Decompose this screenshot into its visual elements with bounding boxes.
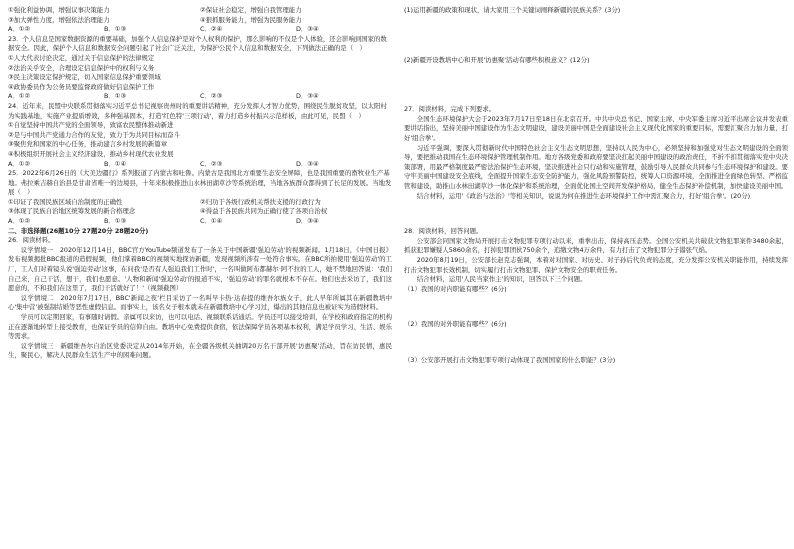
q26-paragraph: 学员可以定期回家，有事随时请假。亲属可以来访，也可以电话、视频联系话通话。学员还可以接受培训，在学校和政府指定的机构正在逐渐地转型上接受教育，也保证学员的信仰自由。教培中心免费提供食宿，依法保障学员各项基本权利，满足学员学习、生活、娱乐等需求。	[8, 313, 392, 341]
q26-subquestion: (1)运用新疆的政策和现状，请大家用三个关键词阐释新疆的民族关系？(3分)	[404, 6, 621, 14]
q25-options-row-1	[8, 198, 392, 208]
choice-d: D．③④	[296, 159, 319, 168]
q26-paragraph: 议学情境一 2020年12月14日，BBC官方YouTube频道发布了一条关于中国新疆'强迫劳动'的视频新闻。1月18日，《中国日报》发布视频揭批BBC报道的造假视频，他们掌着BBC的视频实地探访新疆，发现视频所涉有一处符合事实。在BBC所拍使用'强迫劳动'的工厂，工人们对着镜头说'强迫劳动'这事，在问我'是否有人强迫我们工作时'，一名叫做阿布都赫尔·阿不拉的工人，她不禁地回答说：'我们自己来，自己干活，想干，我们也愿意。'人物和新闻'强迫劳动'的报道不实，'强迫劳动'的罪名就根本不存在。他们也去采访了，我们这愿意的，不和我们在这里了，我们干活就好了！'（视频截图）	[8, 245, 392, 293]
q28-subquestion: （3）公安部开展打击文物犯罪专项行动体现了我国国家的什么职能？(3分)	[404, 355, 616, 364]
q27-paragraph: 习近平强调，要深入贯彻新时代中国特色社会主义生态文明思想，坚持以人民为中心，必须坚持和加强党对生态文明建设的全面领导，要把推动我国在生态环境保护管理机制作用。地方各级党委和政府要坚决扛起美丽中国建设的政治责任，不折不扣贯彻落实党中央决策部署，用最严格制度最严密法治保护生态环境，坚决推进社会只行动和实施管理，鼓励引导人民群众共同参与生态环境保护和建设。要守牢美丽中国建设安全底线，全面提升国家生态安全防护能力，强化风险预警防控，统筹人口资源环境，全面推进全面绿色转型、严格监管和建设，助推山水林田湖草沙一体化保护和系统治理，全面优化国土空间开发保护格局，健全生态保护补偿机制，加快建设美丽中国。	[404, 143, 788, 190]
choice-c: C．②③	[200, 159, 223, 168]
choice-b: B．①③	[104, 25, 127, 34]
answer-space	[404, 65, 788, 105]
q23-option: ②法治关乎安全，合理设定信息保护中的权利与义务	[8, 63, 155, 72]
choice-b: B．①③	[104, 92, 127, 101]
answer-space	[404, 201, 788, 227]
q24-choices	[8, 160, 392, 170]
choice-d: D．③④	[296, 25, 319, 34]
choice-c: C．②④	[200, 25, 223, 34]
q24-stem: 24．近年来，民盟中央联系贯彻落实习近平总书记视察贵州时的重要讲话精神，充分发挥人才智力优势，围绕民生脱贫攻坚，以太阳村为实践基地，实施产业提质增效，多种强基固本，打造'红色特'三项行动'，着力打造乡村振兴示范样板，由此可见，民盟（ ）	[8, 101, 387, 120]
right-column	[404, 6, 788, 365]
q22-options-row-2	[8, 16, 392, 26]
q24-option: ②是与中国共产党通力合作的友党，致力于为共同目标而奋斗	[8, 130, 180, 139]
answer-space	[404, 16, 788, 56]
q22-options-row-1	[8, 6, 392, 16]
q27-title: 27．阅读材料，完成下列要求。	[404, 105, 496, 114]
q24-option: ④积极组织开展社会主义经济建设，推动乡村现代农业发展	[8, 149, 174, 158]
q25-option: ②归功于各级行政机关帮扶支援的行政行为	[200, 197, 321, 206]
q26-paragraph: 议学情境三 新疆维吾尔自治区党委决定从2014年开始，在全疆各级机关抽调20万名干部开展'访惠聚'活动，旨在访民情，惠民生，聚民心，解决人民群众生活生产中的困难问题。	[8, 341, 392, 360]
left-column	[8, 6, 392, 361]
q26-subquestion: (2)新疆开设教培中心和开展'访惠聚'活动有哪些积极意义？(12分)	[404, 55, 590, 64]
choice-a: A．①②	[8, 25, 31, 34]
answer-space	[404, 294, 788, 320]
q28-subquestion: （1）我国的对内职能有哪些？(6分)	[404, 284, 507, 293]
q27-paragraph: 结合材料，运用'《政治与法治》'等相关知识，说说为何在推进生态环境保护工作中需汇聚合力，打好'组合拳'。(20分)	[416, 191, 751, 200]
choice-b: B．①③	[104, 217, 127, 226]
q25-stem: 25．2022年6月26日的《大美边疆行》系列报道了内蒙古和吐鲁。内蒙古是我国北方重要生态安全屏障，也是我国重要的畜牧业生产基地。弗拉乘吉赫自治县是甘肃省唯一的边境县，十年来积极推进山水林田湖草沙等系统治理，当地各族群众都得到了长足的发展。当地发展（ ）	[8, 169, 392, 197]
q26-title: 26．阅读材料。	[8, 236, 55, 245]
choice-c: C．①④	[200, 217, 223, 226]
q25-options-row-2	[8, 207, 392, 217]
q23-option: ①人大代表讨论决定，通过关于信息保护的法律规定	[8, 53, 155, 62]
q25-option: ③体现了民族自治地区统筹发展的新合格理念	[8, 207, 136, 216]
q22-choices	[8, 25, 392, 35]
q22-option: ④狠抓服务能力，增强为民服务能力	[200, 15, 302, 24]
choice-a: A．①②	[8, 92, 31, 101]
q24-option: ③聚焦党和国家的中心任务，推动建言乡村发展的新篇章	[8, 140, 168, 149]
q23-option: ④政协委员作为公务员要监督政府做好信息保护工作	[8, 82, 155, 91]
q25-choices	[8, 217, 392, 227]
answer-space	[404, 330, 788, 356]
section-heading: 二、非选择题(26题10分 27题20分 28题20分)	[8, 226, 149, 235]
q27-paragraph: 全国生态环境保护大会于2023年7月17日至18日在北京召开。中共中央总书记、国家主席、中央军委主席习近平出席会议并发表重要讲话指出，坚持美丽中国建设作为生态文明建设，建设美丽中国是全面建设社会主义现代化国家的重要目标，需要汇聚合力加力量，打好'组合拳'。	[404, 114, 788, 142]
q25-option: ④得益于各民族共同为正确行使了各项自治权	[200, 207, 328, 216]
choice-d: D．③④	[296, 92, 319, 101]
q23-option: ③民主决策设定保护规定，切入国家信息保护重要领域	[8, 73, 161, 82]
choice-b: B．①④	[104, 159, 127, 168]
q26-paragraph: 议学情境二 2020年7月17日，BBC'新闻之夜'栏目采访了一名叫早卡热·达春提的维吾尔族女子，此人早年所属其在新疆教培中心'集中营'被强制结婚等恶性虚假信息。而事实上，该名女子根本就未在新疆教培中心学习过，爆出的其他信息也被证实为造假材料。	[8, 293, 392, 312]
q28-paragraph: 公安部会同国家文物局开展打击文物犯罪专项行动以来，重拳出击、保持高压态势。全国公安机关共破获文物犯罪案件3480余起，抓获犯罪嫌疑人5860余名，打掉犯罪团伙750余个，追缴文物4万余件，有力打击了文物犯罪分子嚣张气焰。	[404, 236, 788, 255]
q28-subquestion: （2）我国的对外职能有哪些？(6分)	[404, 320, 507, 329]
q23-choices	[8, 92, 392, 102]
choice-a: A．①②	[8, 217, 31, 226]
choice-c: C．②③	[200, 92, 223, 101]
q28-paragraph: 2020年8月19日，公安部长赵克志强调，本着对对国家、对历史、对子孙后代负责的态度，充分发挥公安机关职能作用，持续发挥打击文物犯罪长效机制，切实履行打击文物犯罪、保护文物安全的职责任务。	[404, 255, 788, 274]
choice-a: A．①②	[8, 159, 31, 168]
q22-option: ②保证社会稳定，增强自我管理能力	[200, 6, 302, 14]
q23-stem: 23．个人信息是国家数据资源的重要基础，加强个人信息保护是对个人权利的保护，那么影响的不仅是个人体验，还会影响到国家的数据安全。因此，保护个人信息和数据安全问题引起了社会广泛关注，为保护公民个人信息和数据安全，下列做法正确的是（ ）	[8, 34, 387, 53]
q28-title: 28．阅读材料，回答问题。	[404, 227, 483, 236]
q25-option: ①印证了我国民族区域自治制度的正确性	[8, 197, 123, 206]
q22-option: ③加大弹性力度，增强依法治理能力	[8, 15, 110, 24]
q22-option: ①强化利益协调，增强议事决策能力	[8, 6, 110, 14]
choice-d: D．③④	[296, 217, 319, 226]
q24-option: ①自觉坚持中国共产党的全面领导，致富农民整体推动新进	[8, 121, 174, 130]
q28-paragraph: 结合材料，运用'人民当家作主'的知识，回答以下三个问题。	[416, 275, 587, 284]
